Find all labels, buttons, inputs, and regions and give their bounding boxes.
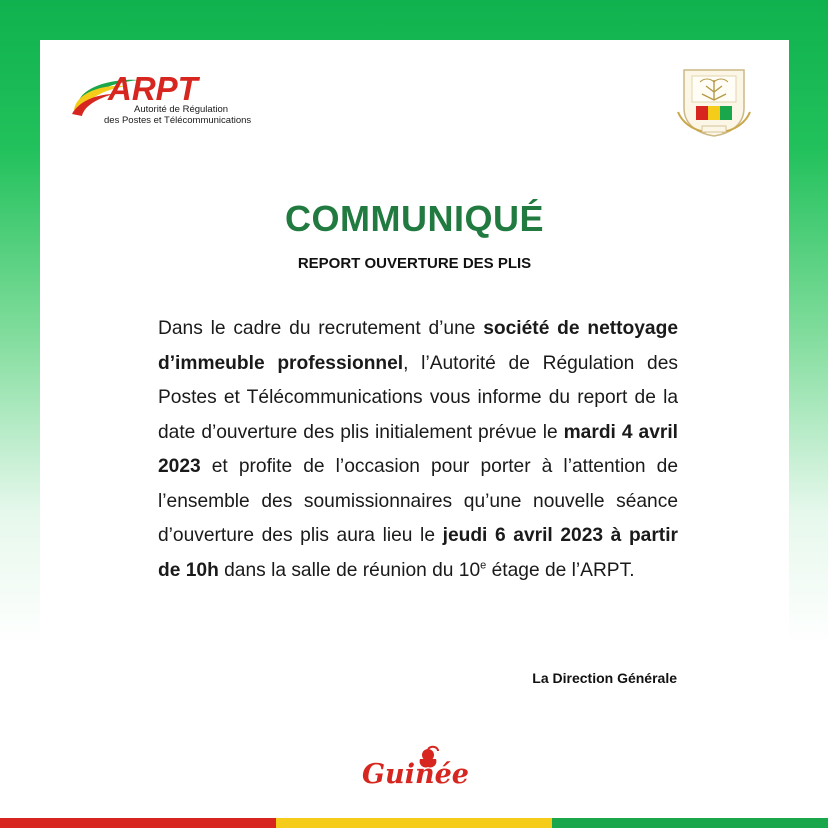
flag-bar: [0, 818, 828, 828]
flag-bar-green: [552, 818, 828, 828]
body-bold-2: mardi 4 avril 2023: [158, 421, 678, 477]
body-text-4: dans la salle de réunion du 10: [218, 559, 481, 581]
communique-card: [40, 40, 789, 815]
flag-bar-red: [0, 818, 276, 828]
body-text-5: étage de l’ARPT.: [486, 559, 635, 581]
communique-body: [158, 312, 678, 588]
body-text-2: , l’Autorité de Régulation des Postes et Télécommunications vous informe du report de la date d’ouverture des plis initialement prévue le: [158, 352, 678, 443]
arpt-logo-subtitle-2: des Postes et Télécommunications: [104, 115, 252, 126]
body-text-3: et profite de l’occasion pour porter à l’attention de l’ensemble des soumissionnaires qu’une nouvelle séance d’ouverture des plis aura lieu le: [158, 456, 678, 546]
body-text-1: Dans le cadre du recrutement d’une: [158, 318, 484, 339]
page-title: COMMUNIQUÉ: [285, 198, 544, 239]
arpt-logo: [70, 66, 270, 136]
signature: La Direction Générale: [532, 670, 677, 686]
body-bold-1: société de nettoyage d’immeuble professionnel: [158, 318, 678, 374]
page-subtitle: REPORT OUVERTURE DES PLIS: [297, 255, 532, 272]
arpt-logo-word: ARPT: [108, 70, 198, 107]
body-superscript: e: [480, 559, 487, 572]
arpt-logo-subtitle-1: Autorité de Régulation: [134, 104, 229, 115]
guinee-brand-word: Guinée: [362, 759, 469, 790]
guinea-coat-of-arms-icon: [672, 56, 756, 140]
guinee-brand-logo: [358, 745, 474, 795]
body-bold-3: jeudi 6 avril 2023 à partir de 10h: [158, 525, 678, 581]
flag-bar-yellow: [276, 818, 552, 828]
